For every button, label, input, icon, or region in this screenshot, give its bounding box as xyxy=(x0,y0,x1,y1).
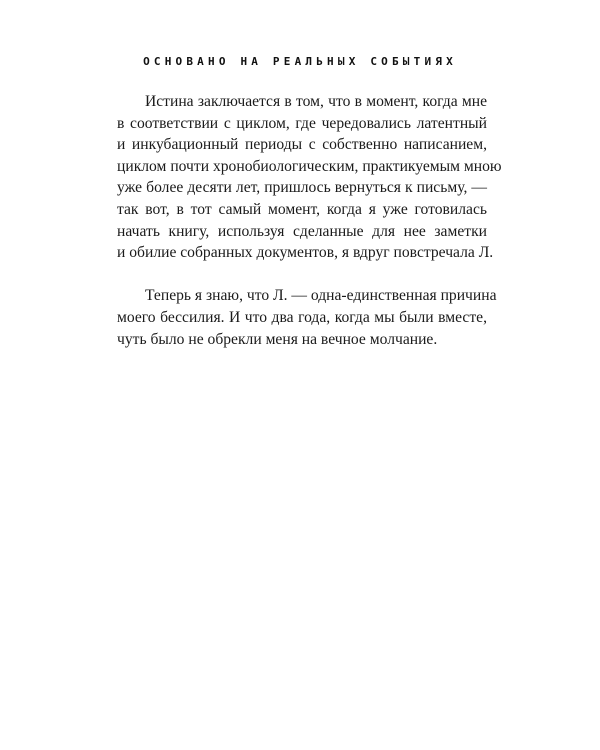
text-line: и инкубационный периоды с собственно написанием, xyxy=(117,136,487,154)
text-line: циклом почти хронобиологическим, практикуемым мною xyxy=(117,157,502,175)
text-line: Теперь я знаю, что Л. — одна-единственная причина xyxy=(145,287,497,305)
paragraph-1 xyxy=(117,91,502,264)
text-line: моего бессилия. И что два года, когда мы были вместе, xyxy=(117,308,487,326)
text-line: и обилие собранных документов, я вдруг повстречала Л. xyxy=(117,244,494,262)
text-line: чуть было не обрекли меня на вечное молчание. xyxy=(117,330,438,348)
paragraph-2 xyxy=(117,285,497,350)
body-text xyxy=(117,91,502,372)
text-line: начать книгу, используя сделанные для нее заметки xyxy=(117,222,487,240)
text-line: уже более десяти лет, пришлось вернуться к письму, — xyxy=(117,179,487,197)
text-line: в соответствии с циклом, где чередовались латентный xyxy=(117,114,487,132)
text-line: так вот, в тот самый момент, когда я уже готовилась xyxy=(117,200,487,218)
running-head: ОСНОВАНО НА РЕАЛЬНЫХ СОБЫТИЯХ xyxy=(143,55,457,68)
text-line: Истина заключается в том, что в момент, когда мне xyxy=(145,93,487,110)
